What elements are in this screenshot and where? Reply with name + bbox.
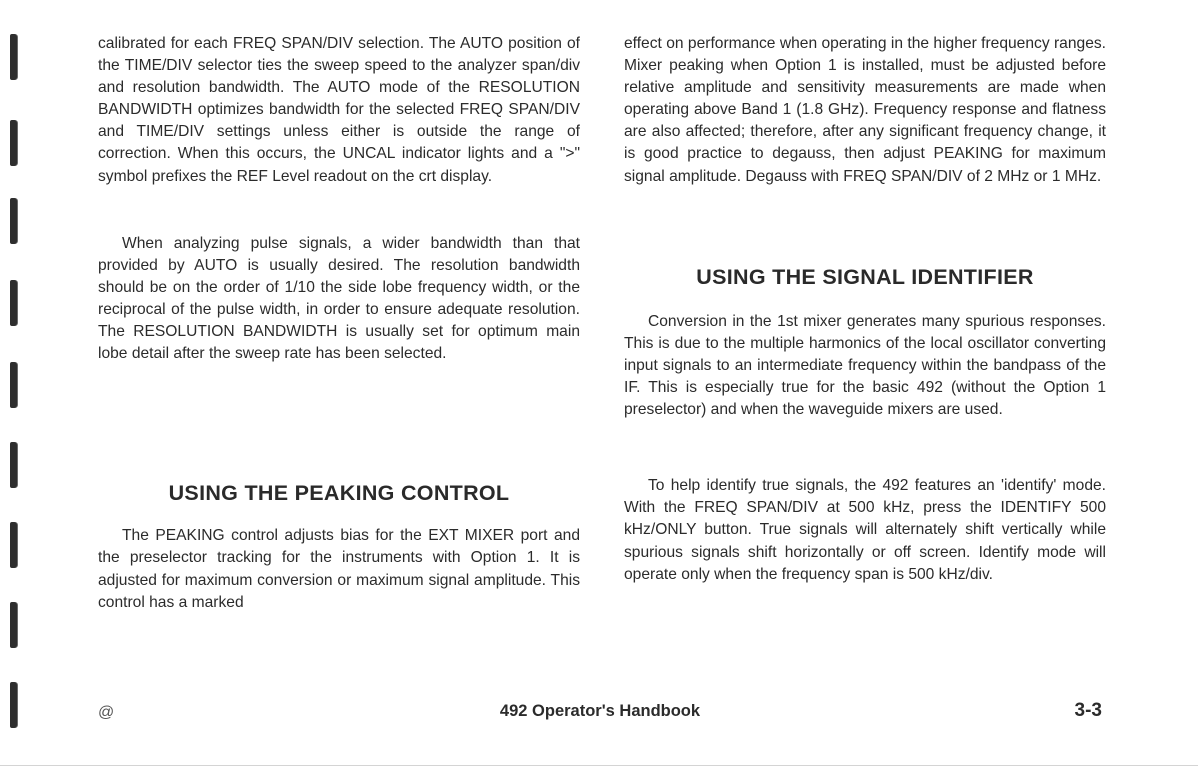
paragraph-identify-mode: To help identify true signals, the 492 features an 'identify' mode. With the FREQ SPAN/DIV at 500 kHz, press the IDENTIFY 500 kHz/ONLY button. True signals will alternately shift vertically while spurious signals shift horizontally or off screen. Identify mode will operate only when the frequency span is 500 kHz/div. [624,477,1106,583]
binding-hole-mark [10,280,17,326]
binding-hole-mark [10,34,17,80]
page-edge-rule [0,765,1198,766]
heading-signal-identifier: USING THE SIGNAL IDENTIFIER [696,264,1034,289]
binding-hole-mark [10,682,17,728]
paragraph-mixer-peaking: effect on performance when operating in the higher frequency ranges. Mixer peaking when Option 1 is installed, must be adjusted before relative amplitude and sensitivity measurements are made when operating above Band 1 (1.8 GHz). Frequency response and flatness are also affected; therefore, after any significant frequency change, it is good practice to degauss, then adjust PEAKING for maximum signal amplitude. Degauss with FREQ SPAN/DIV of 2 MHz or 1 MHz. [624,35,1106,185]
binding-hole-mark [10,198,17,244]
paragraph-peaking-control: The PEAKING control adjusts bias for the EXT MIXER port and the preselector tracking for the instruments with Option 1. It is adjusted for maximum conversion or maximum signal amplitude. This control has a marked [98,527,580,611]
page-number: 3-3 [1074,700,1102,721]
page-footer [98,702,1102,726]
binding-hole-mark [10,120,17,166]
binding-hole-mark [10,362,17,408]
binding-holes [0,0,40,768]
paragraph-pulse-signals: When analyzing pulse signals, a wider bandwidth than that provided by AUTO is usually desired. The resolution bandwidth should be on the order of 1/10 the side lobe frequency width, or the reciprocal of the pulse width, in order to ensure adequate resolution. The RESOLUTION BANDWIDTH is usually set for optimum main lobe detail after the sweep rate has been selected. [98,234,580,363]
paragraph-auto-mode: calibrated for each FREQ SPAN/DIV selection. The AUTO position of the TIME/DIV selector ties the sweep speed to the analyzer span/div and resolution bandwidth. The AUTO mode of the RESOLUTION BANDWIDTH optimizes bandwidth for the selected FREQ SPAN/DIV and TIME/DIV settings unless either is outside the range of correction. When this occurs, the UNCAL indicator lights and a ">" symbol prefixes the REF Level readout on the crt display. [98,35,580,185]
binding-hole-mark [10,602,17,648]
binding-hole-mark [10,442,17,488]
footer-symbol: @ [98,704,115,721]
footer-title: 492 Operator's Handbook [499,702,701,720]
paragraph-spurious-responses: Conversion in the 1st mixer generates many spurious responses. This is due to the multiple harmonics of the local oscillator converting input signals to an intermediate frequency within the bandpass of the IF. This is especially true for the basic 492 (without the Option 1 preselector) and when the waveguide mixers are used. [624,312,1106,419]
heading-peaking-control: USING THE PEAKING CONTROL [168,481,510,506]
binding-hole-mark [10,522,17,568]
left-column [98,33,580,614]
right-column [624,33,1106,586]
